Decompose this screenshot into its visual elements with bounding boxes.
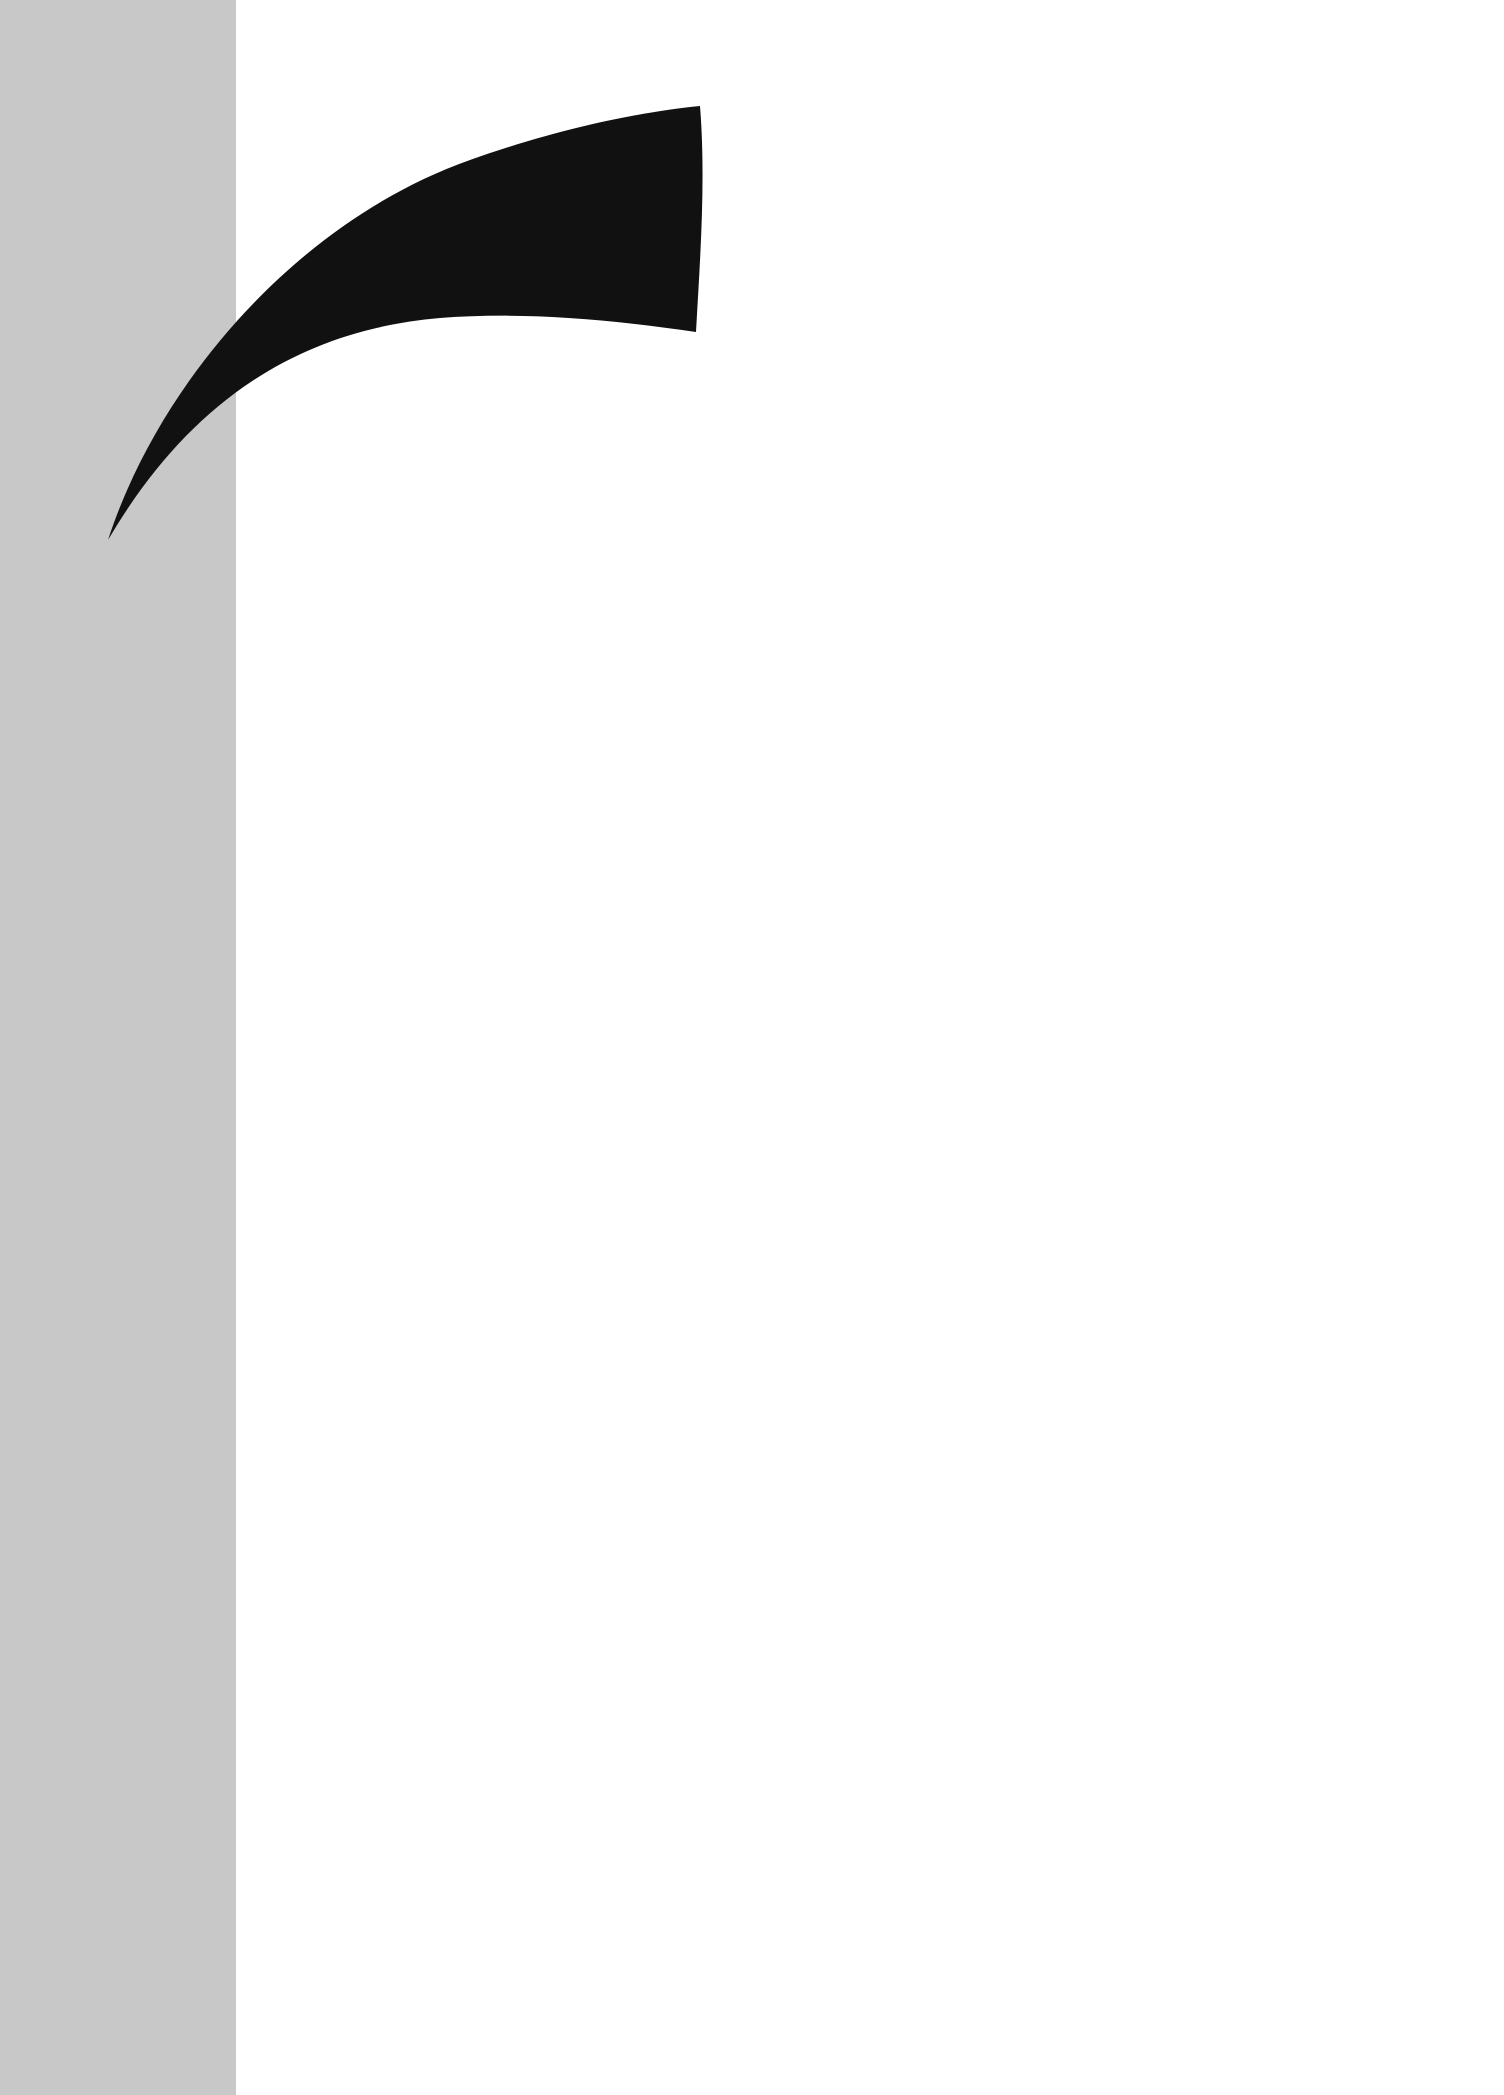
title-swoosh-shape (0, 0, 760, 560)
